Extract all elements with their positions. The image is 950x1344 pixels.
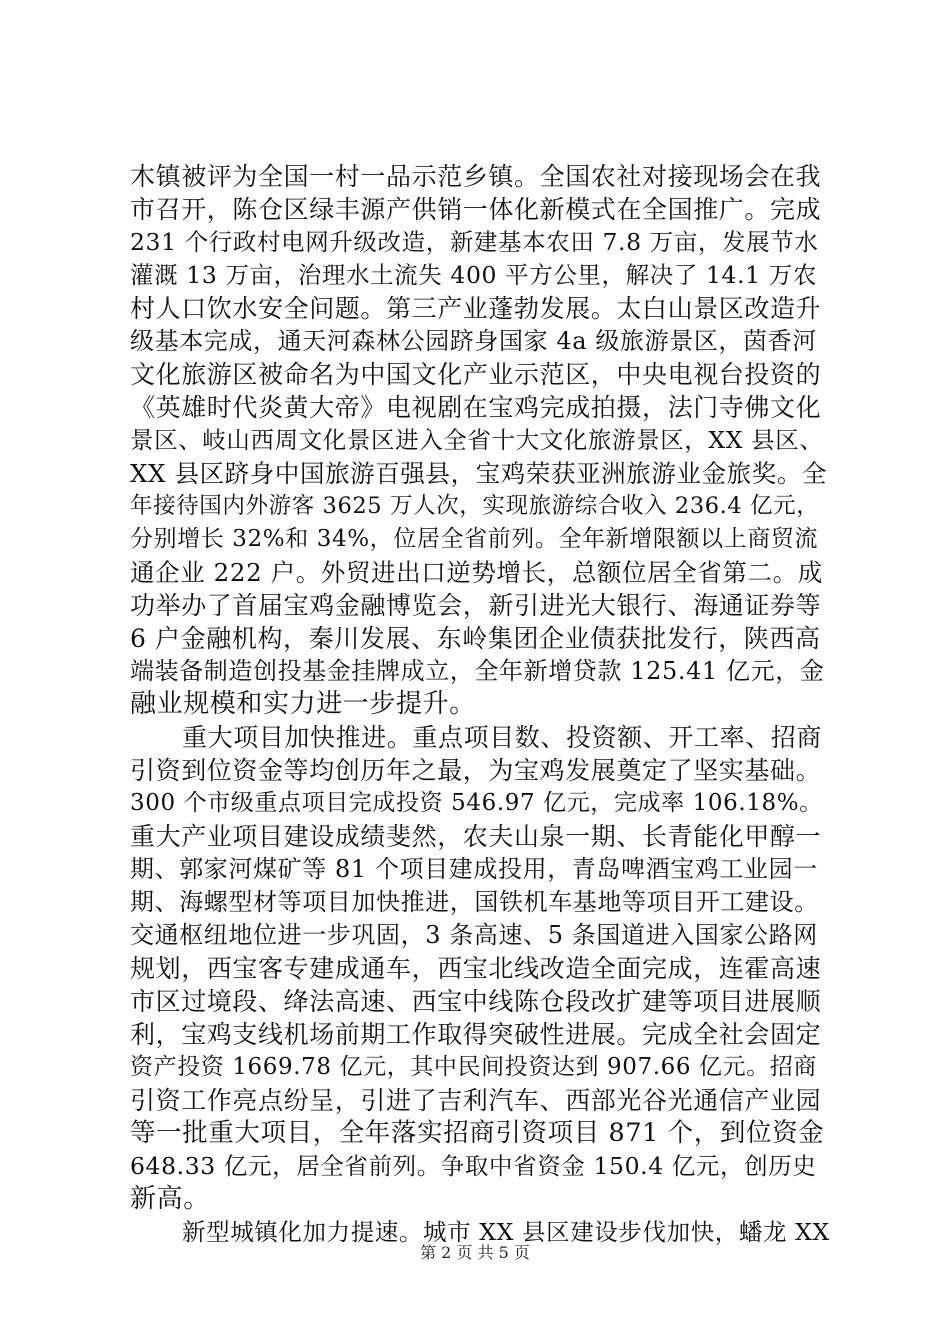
text-line: 年接待国内外游客 3625 万人次，实现旅游综合收入 236.4 亿元， [130, 493, 820, 519]
text-line: 231 个行政村电网升级改造，新建基本农田 7.8 万亩，发展节水 [130, 228, 819, 256]
text-line: 市召开，陈仓区绿丰源产供销一体化新模式在全国推广。完成 [130, 195, 822, 224]
text-line: 利，宝鸡支线机场前期工作取得突破性进展。完成全社会固定 [130, 1020, 822, 1049]
text-line: 功举办了首届宝鸡金融博览会，新引进光大银行、海通证券等 [130, 591, 822, 620]
text-line: 文化旅游区被命名为中国文化产业示范区，中央电视台投资的 [130, 360, 822, 389]
text-line: 交通枢纽地位进一步巩固，3 条高速、5 条国道进入国家公路网 [130, 921, 818, 949]
text-line: 期、海螺型材等项目加快推进，国铁机车基地等项目开工建设。 [130, 888, 819, 916]
text-line: 木镇被评为全国一村一品示范乡镇。全国农社对接现场会在我 [130, 162, 822, 191]
text-line: 通企业 222 户。外贸进出口逆势增长，总额位居全省第二。成 [130, 558, 823, 587]
text-line: 融业规模和实力进一步提升。 [130, 689, 476, 719]
text-line: 6 户金融机构，秦川发展、东岭集团企业债获批发行，陕西高 [130, 624, 821, 653]
text-line: 648.33 亿元，居全省前列。争取中省资金 150.4 亿元，创历史 [130, 1152, 817, 1180]
text-line: 景区、岐山西周文化景区进入全省十大文化旅游景区，XX 县区、 [130, 426, 824, 454]
text-line: 300 个市级重点项目完成投资 546.97 亿元，完成率 106.18%。 [130, 790, 823, 816]
text-line: 分别增长 32%和 34%，位居全省前列。全年新增限额以上商贸流 [130, 526, 819, 552]
text-line: XX 县区跻身中国旅游百强县，宝鸡荣获亚洲旅游业金旅奖。全 [130, 459, 828, 488]
text-line: 灌溉 13 万亩，治理水土流失 400 平方公里，解决了 14.1 万农 [130, 261, 818, 289]
text-line: 端装备制造创投基金挂牌成立，全年新增贷款 125.41 亿元，金 [130, 657, 825, 685]
text-line: 期、郭家河煤矿等 81 个项目建成投用，青岛啤酒宝鸡工业园一 [130, 855, 818, 883]
text-line: 新高。 [130, 1184, 210, 1214]
paragraph-start-line: 新型城镇化加力提速。城市 XX 县区建设步伐加快，蟠龙 XX [182, 1218, 830, 1246]
text-line: 级基本完成，通天河森林公园跻身国家 4a 级旅游景区，茵香河 [130, 327, 817, 355]
text-line: 引资工作亮点纷呈，引进了吉利汽车、西部光谷光通信产业园 [130, 1086, 822, 1115]
text-line: 《英雄时代炎黄大帝》电视剧在宝鸡完成拍摄，法门寺佛文化 [130, 393, 822, 422]
text-line: 市区过境段、绛法高速、西宝中线陈仓段改扩建等项目进展顺 [130, 987, 822, 1016]
text-line: 规划，西宝客专建成通车，西宝北线改造全面完成，连霍高速 [130, 954, 822, 983]
text-line: 资产投资 1669.78 亿元，其中民间投资达到 907.66 亿元。招商 [130, 1054, 818, 1080]
text-line: 重大产业项目建设成绩斐然，农夫山泉一期、长青能化甲醇一 [130, 822, 822, 851]
text-line: 等一批重大项目，全年落实招商引资项目 871 个，到位资金 [130, 1118, 825, 1148]
text-line: 引资到位资金等均创历年之最，为宝鸡发展奠定了坚实基础。 [130, 756, 822, 785]
paragraph-start-line: 重大项目加快推进。重点项目数、投资额、开工率、招商 [182, 723, 823, 752]
body-text [130, 160, 830, 1249]
page-number-footer: 第 2 页 共 5 页 [420, 1243, 530, 1262]
text-line: 村人口饮水安全问题。第三产业蓬勃发展。太白山景区改造升 [130, 294, 822, 323]
